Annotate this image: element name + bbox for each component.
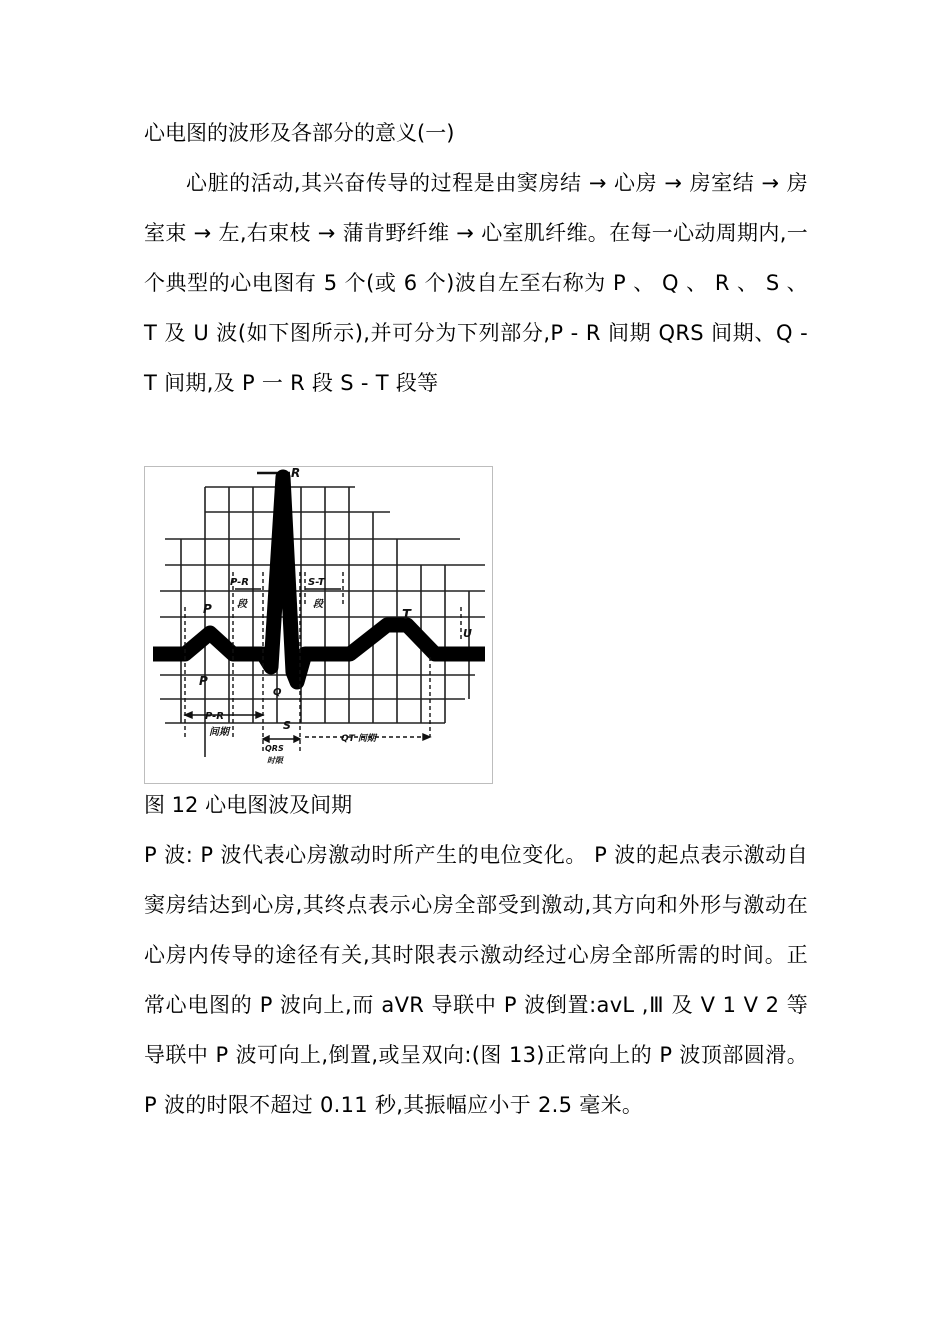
label-r: R — [291, 467, 301, 480]
label-qt-interval: QT 间期 — [341, 734, 376, 744]
label-pr-interval-1: P-R — [205, 711, 225, 722]
ecg-diagram — [145, 467, 492, 783]
ecg-figure — [144, 466, 493, 784]
label-st-segment-1: S-T — [308, 577, 325, 588]
label-qrs-interval-1: QRS — [265, 744, 284, 753]
label-pr-segment-2: 段 — [237, 599, 247, 610]
figure-caption: 图 12 心电图波及间期 — [144, 793, 353, 817]
label-t: T — [402, 608, 411, 623]
label-u: U — [463, 627, 472, 640]
label-q: Q — [273, 687, 282, 698]
label-qrs-interval-2: 时限 — [267, 756, 283, 765]
label-p-upper: P — [203, 602, 212, 616]
label-p-lower: P — [199, 674, 208, 688]
p-wave-paragraph: P 波: P 波代表心房激动时所产生的电位变化。 P 波的起点表示激动自窦房结达到心房,其终点表示心房全部受到激动,其方向和外形与激动在心房内传导的途径有关,其时限表示激动经过心房全部所需的时间。正常心电图的 P 波向上,而 aVR 导联中 P 波倒置:avL ,Ⅲ 及 V 1 V 2 等导联中 P 波可向上,倒置,或呈双向:(图 13)正常向上的 P 波顶部圆滑。 P 波的时限不超过 0.11 秒,其振幅应小于 2.5 毫米。 — [144, 843, 808, 1117]
label-s: S — [283, 719, 291, 732]
document-title: 心电图的波形及各部分的意义(一) — [144, 121, 455, 145]
label-st-segment-2: 段 — [313, 599, 323, 610]
intro-paragraph: 心脏的活动,其兴奋传导的过程是由窦房结 → 心房 → 房室结 → 房室束 → 左,右束枝 → 蒲肯野纤维 → 心室肌纤维。在每一心动周期内,一个典型的心电图有 5 个(或 6 个)波自左至右称为 P 、 Q 、 R 、 S 、 T 及 U 波(如下图所示),并可分为下列部分,P - R 间期 QRS 间期、Q - T 间期,及 P 一 R 段 S - T 段等 — [144, 171, 808, 395]
label-pr-segment-1: P-R — [230, 577, 250, 588]
label-pr-interval-2: 间期 — [209, 727, 229, 738]
